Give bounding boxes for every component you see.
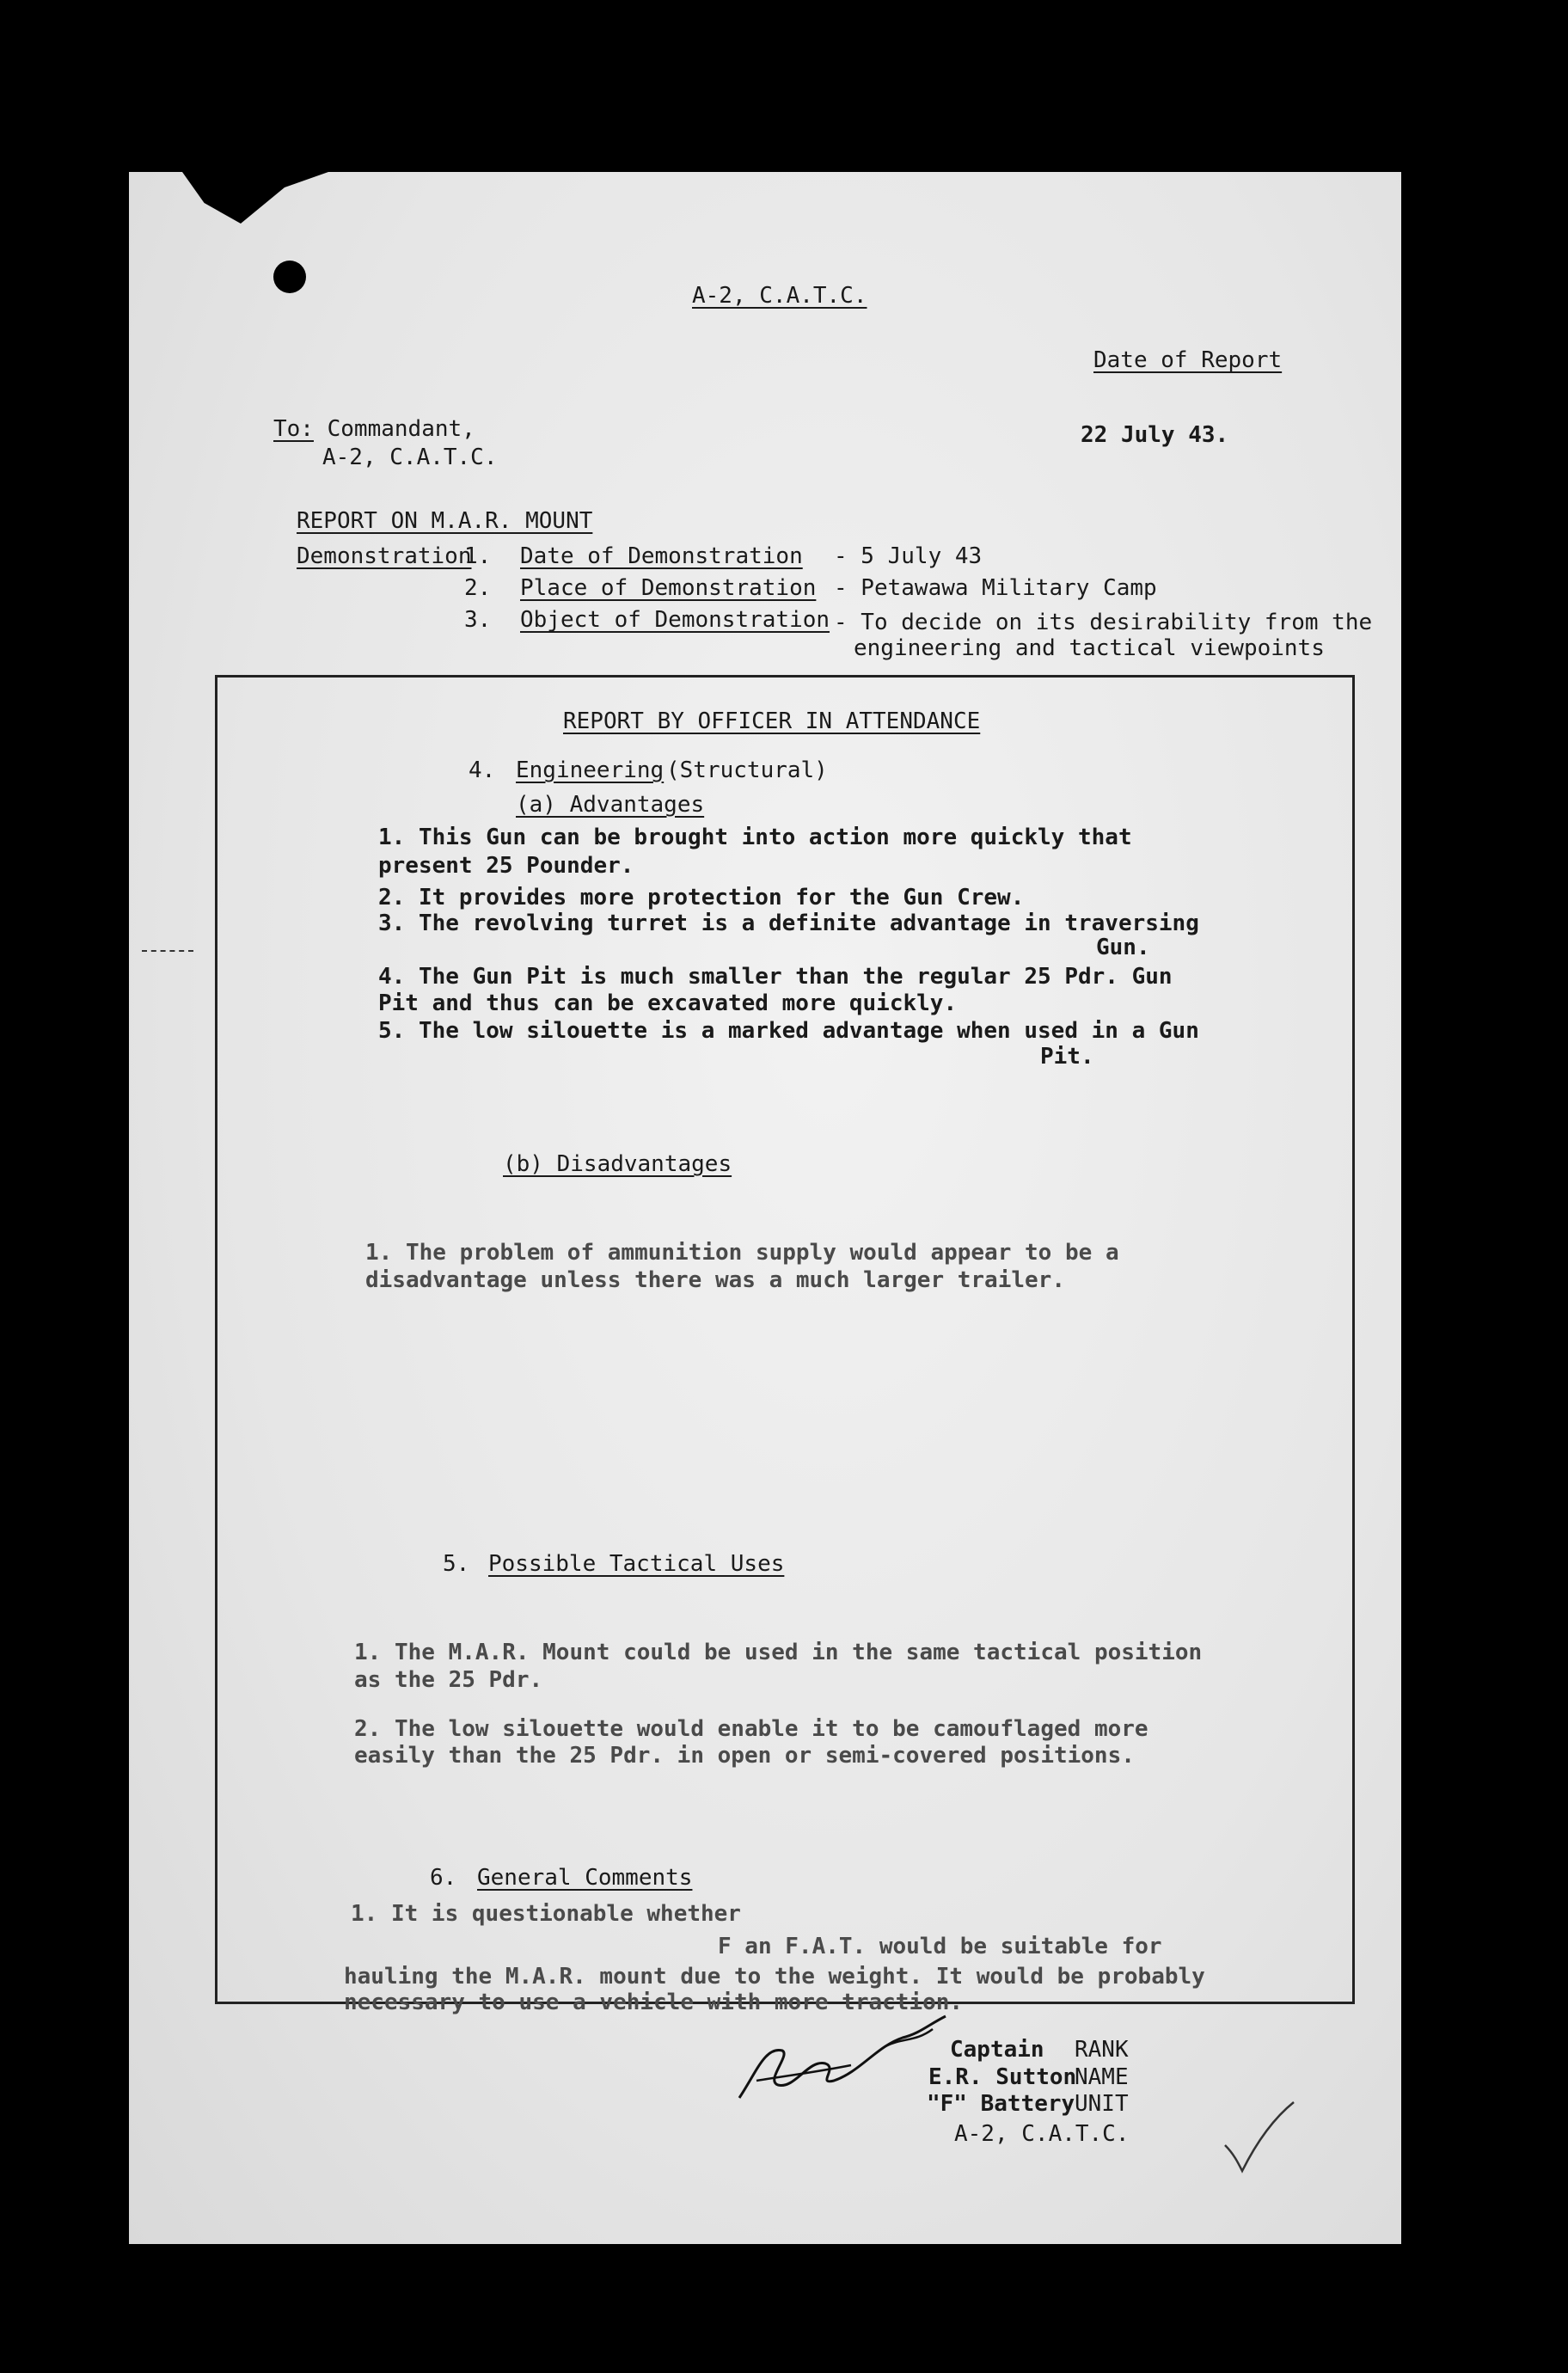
disadvantage-1-num: 1. (365, 1240, 393, 1266)
demo-item-3-value-cont: engineering and tactical viewpoints (854, 635, 1325, 661)
section6-number: 6. (430, 1865, 457, 1891)
advantage-1-num: 1. (378, 825, 406, 850)
section5-number: 5. (443, 1551, 470, 1577)
advantage-1-line1: This Gun can be brought into action more quickly that (418, 825, 1132, 850)
advantage-4-line1: The Gun Pit is much smaller than the regular 25 Pdr. Gun (418, 964, 1173, 990)
advantage-4-cont: Pit and thus can be excavated more quickly. (378, 990, 958, 1016)
demo-item-1-value: - 5 July 43 (834, 543, 983, 569)
advantage-3-cont: Gun. (1096, 935, 1150, 960)
to-label: To: (273, 416, 314, 442)
tactical-use-1-line1: The M.A.R. Mount could be used in the same tactical position (394, 1640, 1203, 1665)
report-title: REPORT ON M.A.R. MOUNT (297, 508, 593, 534)
addressee-commandant: Commandant, (327, 416, 475, 442)
fold-mark (142, 950, 193, 952)
unit-label: UNIT (1075, 2091, 1129, 2117)
signatory-unit: "F" Battery (927, 2091, 1075, 2117)
date-of-report-value: 22 July 43. (1081, 422, 1229, 448)
handwritten-signature (731, 2012, 954, 2106)
advantage-3-line1: The revolving turret is a definite advantage in traversing (418, 911, 1199, 936)
demo-item-3-num: 3. (464, 607, 492, 633)
tactical-use-2-num: 2. (354, 1716, 382, 1742)
signatory-rank: Captain (950, 2037, 1044, 2063)
advantage-3-num: 3. (378, 911, 406, 936)
demo-item-2-label: Place of Demonstration (520, 575, 817, 601)
tactical-use-1-cont: as the 25 Pdr. (354, 1667, 543, 1693)
section4-subtitle: (Structural) (666, 757, 828, 783)
disadvantage-1-cont: disadvantage unless there was a much larger trailer. (365, 1267, 1065, 1293)
demo-item-1-label: Date of Demonstration (520, 543, 803, 569)
addressee-line1 (273, 417, 475, 442)
advantage-1-cont: present 25 Pounder. (378, 853, 634, 879)
advantage-4 (378, 965, 1173, 990)
name-label: NAME (1075, 2064, 1129, 2090)
addressee-line2: A-2, C.A.T.C. (322, 445, 498, 470)
general-comment-1-line3: necessary to use a vehicle with more traction. (344, 1990, 964, 2015)
tactical-use-1-num: 1. (354, 1640, 382, 1665)
tactical-use-2 (354, 1717, 1148, 1742)
demo-item-2-value: - Petawawa Military Camp (834, 575, 1157, 601)
section6-title: General Comments (477, 1865, 693, 1891)
tactical-use-1 (354, 1640, 1202, 1665)
advantages-label: (a) Advantages (516, 792, 705, 818)
rank-label: RANK (1075, 2037, 1129, 2063)
officer-report-heading: REPORT BY OFFICER IN ATTENDANCE (563, 708, 981, 734)
disadvantage-1 (365, 1241, 1119, 1266)
general-comment-1 (351, 1902, 741, 1927)
advantage-5-num: 5. (378, 1018, 406, 1044)
advantage-5 (378, 1019, 1199, 1044)
disadvantages-label: (b) Disadvantages (503, 1151, 732, 1177)
advantage-5-cont: Pit. (1040, 1044, 1094, 1070)
demo-item-2-num: 2. (464, 575, 492, 601)
date-of-report-label: Date of Report (1093, 347, 1283, 373)
document-page (129, 172, 1401, 2244)
advantage-2-num: 2. (378, 885, 406, 911)
section4-number: 4. (469, 757, 496, 783)
section4-title: Engineering (516, 757, 665, 783)
demo-item-3-label: Object of Demonstration (520, 607, 830, 633)
advantage-2 (378, 886, 1024, 911)
advantage-2-line1: It provides more protection for the Gun Crew. (418, 885, 1025, 911)
torn-corner (182, 172, 328, 224)
office-heading: A-2, C.A.T.C. (692, 283, 867, 309)
general-comment-1-line1: It is questionable whether (390, 1901, 741, 1927)
section5-title: Possible Tactical Uses (488, 1551, 785, 1577)
general-comment-1-insert: F an F.A.T. would be suitable for (718, 1934, 1162, 1959)
demo-item-3-value: - To decide on its desirability from the (834, 610, 1373, 635)
tactical-use-2-cont: easily than the 25 Pdr. in open or semi-covered positions. (354, 1743, 1135, 1769)
advantage-4-num: 4. (378, 964, 406, 990)
signatory-name: E.R. Sutton (928, 2064, 1077, 2090)
checkmark-icon (1221, 2098, 1298, 2175)
demo-item-1-num: 1. (464, 543, 492, 569)
tactical-use-2-line1: The low silouette would enable it to be camouflaged more (394, 1716, 1148, 1742)
punch-hole (273, 261, 306, 293)
general-comment-1-line2: hauling the M.A.R. mount due to the weight. It would be probably (344, 1964, 1205, 1990)
general-comment-1-num: 1. (351, 1901, 378, 1927)
advantage-5-line1: The low silouette is a marked advantage when used in a Gun (418, 1018, 1199, 1044)
advantage-1 (378, 825, 1132, 850)
advantage-3 (378, 911, 1199, 936)
demonstration-label: Demonstration (297, 543, 472, 569)
disadvantage-1-line1: The problem of ammunition supply would appear to be a (405, 1240, 1119, 1266)
signatory-unit-line2: A-2, C.A.T.C. (954, 2121, 1130, 2147)
